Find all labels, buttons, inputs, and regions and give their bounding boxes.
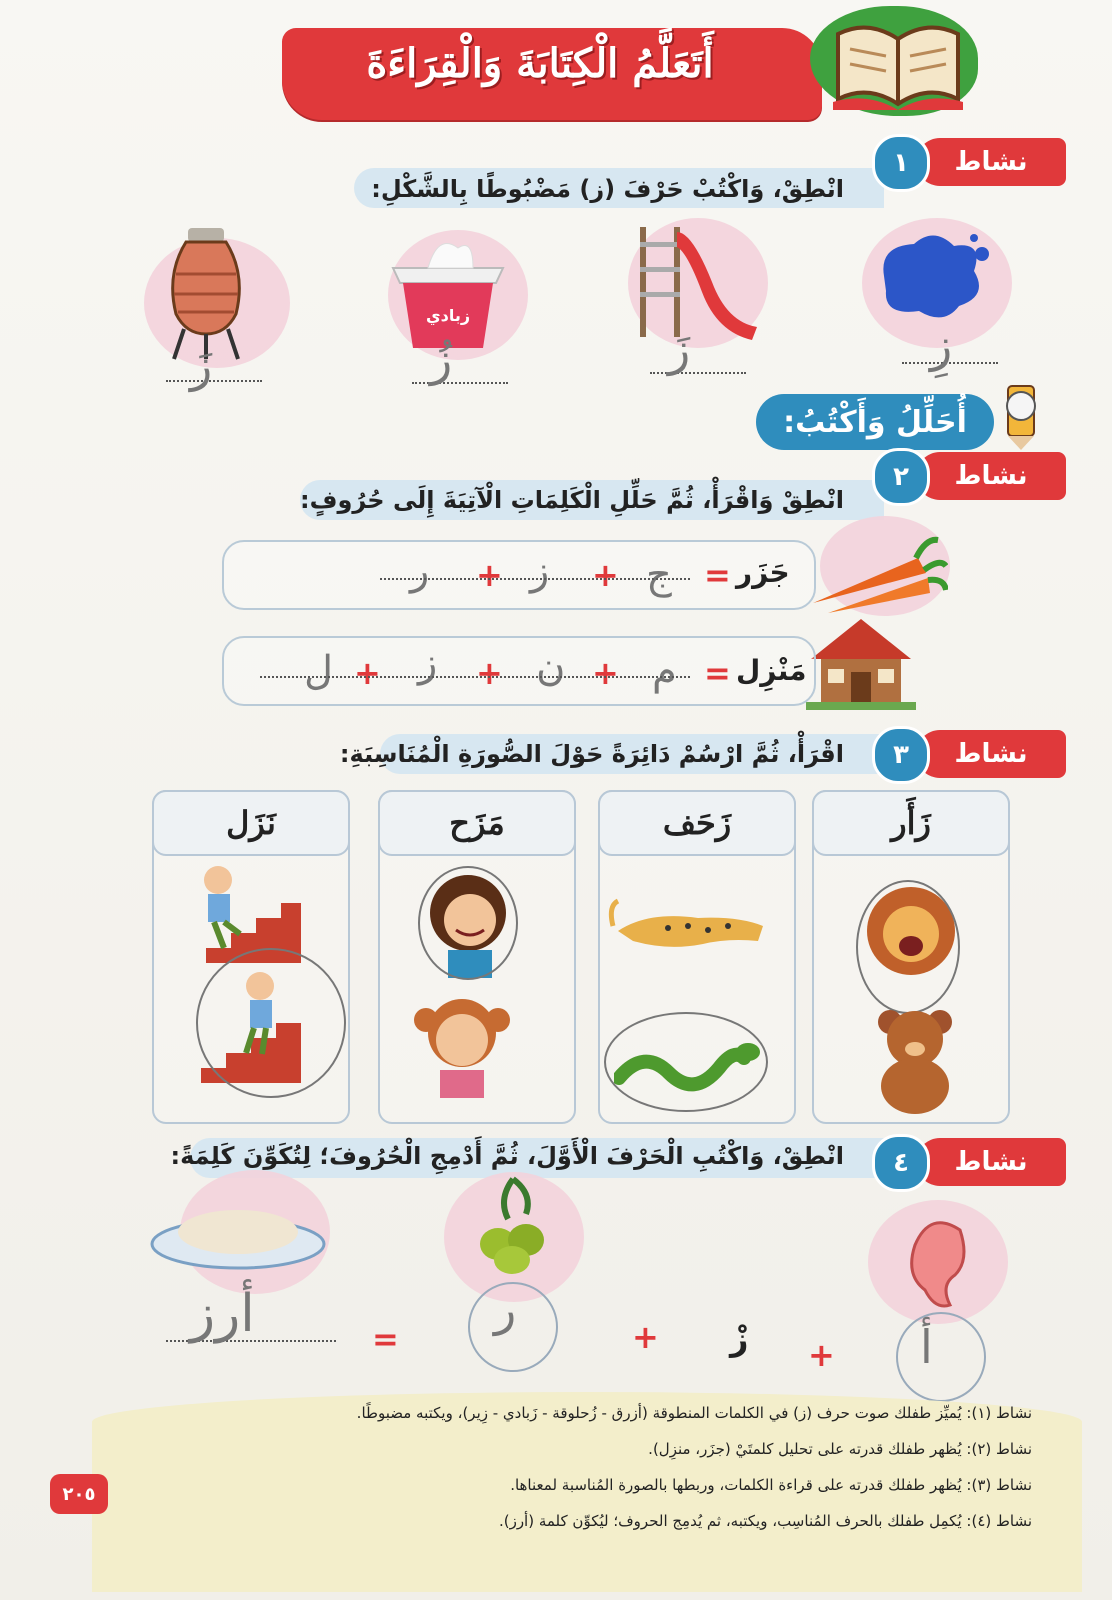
activity1-answer-4: زَ (190, 338, 213, 392)
yogurt-label: زبادي (426, 306, 471, 325)
bear-icon[interactable] (870, 1004, 960, 1114)
row2-letter-1: م (652, 648, 677, 694)
note-activity2: نشاط (٢): يُظهر طفلك قدرته على تحليل كلمتَيْ (جزَر، منزِل). (648, 1440, 1032, 1458)
activity1-instruction: انْطِقْ، وَاكْتُبْ حَرْفَ (ز) مَضْبُوطًا بِالشَّكْلِ: (371, 175, 844, 203)
activity3-tag: نشاط (916, 730, 1066, 778)
activity4-tag: نشاط (916, 1138, 1066, 1186)
open-book-icon (828, 14, 968, 114)
note-activity4: نشاط (٤): يُكمِل طفلك بالحرف المُناسِب، ويكتبه، ثم يُدمِج الحروف؛ ليُكوِّن كلمة (أرز). (498, 1512, 1032, 1530)
card-word-zaar: زَأَر (812, 790, 1010, 856)
given-letter-zay: زْ (730, 1320, 749, 1358)
activity2-tag: نشاط (916, 452, 1066, 500)
activity1-answer-1: زِ (930, 318, 953, 372)
activity3-number: ٣ (872, 726, 930, 784)
answer-circle (856, 880, 960, 1014)
answer-circle (418, 866, 518, 980)
card-word-nazal: نَزَل (152, 790, 350, 856)
activity4-final-word: أرز (190, 1284, 255, 1344)
thinking-girl-icon[interactable] (412, 988, 512, 1098)
section-badge: أُحَلِّلُ وَأَكْتُبُ: (756, 394, 994, 450)
carrots-icon (808, 528, 948, 618)
equals-sign: = (704, 654, 731, 692)
activity4-number: ٤ (872, 1134, 930, 1192)
slide-icon (632, 212, 762, 342)
equals-sign: = (704, 556, 731, 594)
plus-sign: + (354, 654, 381, 692)
first-letter-circle-1[interactable] (896, 1312, 986, 1402)
card-word-mazah: مَزَح (378, 790, 576, 856)
cheetah-icon[interactable] (608, 896, 778, 966)
row2-letter-4: ل (304, 648, 334, 694)
activity1-tag: نشاط (916, 138, 1066, 186)
row2-letter-3: ز (418, 640, 438, 686)
note-activity3: نشاط (٣): يُظهر طفلك قدرته على قراءة الكلمات، وربطها بالصورة المُناسبة لمعناها. (510, 1476, 1032, 1494)
activity2-number: ٢ (872, 448, 930, 506)
house-icon (806, 614, 916, 710)
activity3-instruction: اقْرَأْ، ثُمَّ ارْسُمْ دَائِرَةً حَوْلَ الصُّورَةِ الْمُنَاسِبَةِ: (339, 740, 844, 768)
activity1-answer-3: زُ (430, 332, 453, 386)
activity1-answer-2: زَ (668, 322, 691, 376)
ear-icon (900, 1210, 980, 1320)
row1-letter-3: ر (410, 548, 430, 594)
activity4-written-2: ر (494, 1282, 517, 1336)
activity4-instruction: انْطِقْ، وَاكْتُبِ الْحَرْفَ الْأَوَّلَ، ثُمَّ أَدْمِجِ الْحُرُوفَ؛ لِتُكَوِّنَ كَلِمَةً: (170, 1142, 844, 1170)
card-word-zahaf: زَحَف (598, 790, 796, 856)
answer-circle (604, 1012, 768, 1112)
plus-sign: + (476, 654, 503, 692)
olives-icon (468, 1174, 558, 1274)
row2-letter-2: ن (536, 644, 566, 690)
plus-sign: + (632, 1318, 659, 1356)
blue-paint-splash-icon (874, 226, 994, 326)
activity4-written-1: أ (920, 1320, 933, 1374)
plus-sign: + (592, 556, 619, 594)
answer-circle (196, 948, 346, 1098)
row1-letter-1: ج (646, 552, 672, 598)
plus-sign: + (592, 654, 619, 692)
plus-sign: + (808, 1336, 835, 1374)
pencil-mascot-icon (988, 376, 1052, 452)
note-activity1: نشاط (١): يُميِّز طفلك صوت حرف (ز) في الكلمات المنطوقة (أزرق - زُحلوقة - زَبادي - زِير)، ويكتبه مضبوطًا. (356, 1404, 1032, 1422)
plus-sign: + (476, 556, 503, 594)
page-title: أَتَعَلَّمُ الْكِتَابَةَ وَالْقِرَاءَةَ (366, 40, 714, 87)
activity1-number: ١ (872, 134, 930, 192)
row1-letter-2: ز (530, 548, 550, 594)
page-number: ٢٠٥ (50, 1474, 108, 1514)
word-jazar: جَزَر (736, 556, 790, 589)
activity2-instruction: انْطِقْ وَاقْرَأْ، ثُمَّ حَلِّلِ الْكَلِمَاتِ الْآتِيَةَ إِلَى حُرُوفٍ: (299, 486, 844, 514)
equals-sign: = (372, 1320, 399, 1358)
rice-plate-icon (148, 1194, 328, 1274)
word-manzil: مَنْزِل (736, 654, 807, 687)
